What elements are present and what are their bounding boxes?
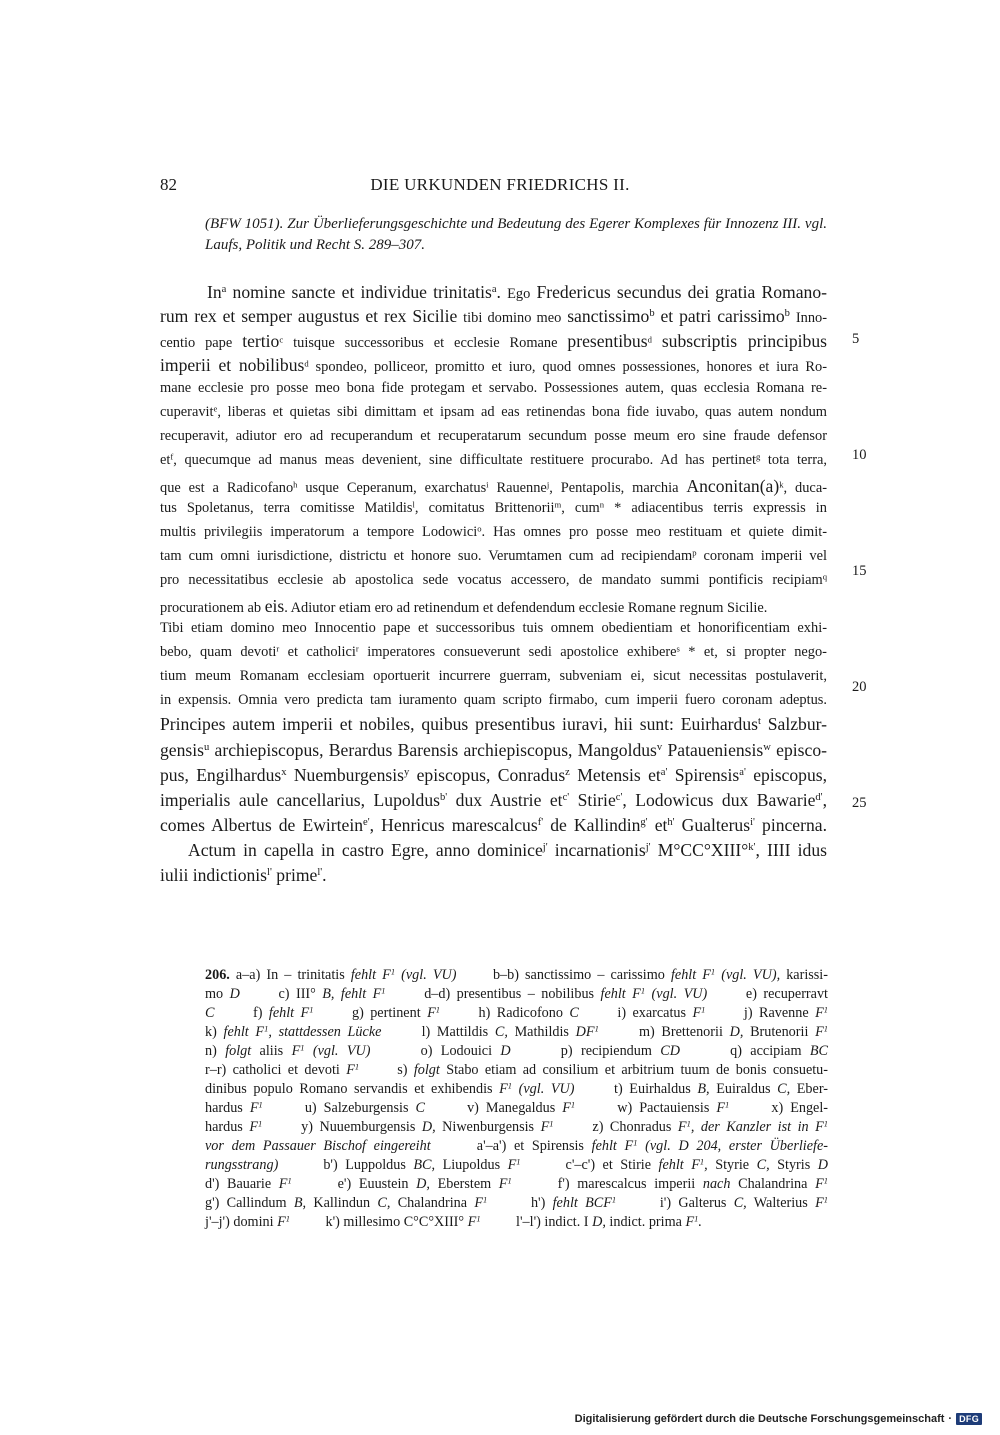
text-line: bebo, quam devoti$^r$ et catholici$^r$ imperatores consueverunt sedi apostolice exhibere$^s$ * et, si propter nego- (160, 643, 827, 660)
text-line: in expensis. Omnia vero predicta tam iuramento quam scripto firmabo, cum imperii fuero coronam adeptus. (160, 692, 827, 708)
text-line: gensis$^u$ archiepiscopus, Berardus Barensis archiepiscopus, Mangoldus$^v$ Pataueniensis$^w$ episco- (160, 740, 827, 760)
text-line: iulii indictionis$^{l'}$ prime$^{l'}$. (160, 865, 327, 885)
footnote-line: rungsstrang) b') Luppoldus BC, Liupoldus $F^1$ c'–c') et Stirie fehlt $F^1$, Styrie C, Styris D (205, 1156, 828, 1173)
text-line: centio pape tertio$^c$ tuisque successoribus et ecclesie Romane presentibus$^d$ subscriptis principibus (160, 331, 827, 351)
footnote-line: 206. a–a) In – trinitatis fehlt $F^1$ (vgl. VU) b–b) sanctissimo – carissimo fehlt $F^1$ (vgl. VU), karissi- (205, 966, 828, 983)
footnote-line: mo D c) III° B, fehlt $F^1$ d–d) presentibus – nobilibus fehlt $F^1$ (vgl. VU) e) recuperravt (205, 985, 828, 1002)
footnote-line: g') Callindum B, Kallindun C, Chalandrina $F^1$ h') fehlt BCF$^1$ i') Galterus C, Walterius $F^1$ (205, 1194, 828, 1211)
text-line: imperialis aule cancellarius, Lupoldus$^{b'}$ dux Austrie $et^{c'}$ Stirie$^{c'}$, Lodowicus dux Bawarie$^{d'}$, (160, 790, 827, 810)
footnote-line: r–r) catholici et devoti $F^1$ s) folgt Stabo etiam ad consilium et arbitrium tuum de bonis consuetu- (205, 1061, 828, 1078)
footnote-line: C f) fehlt $F^1$ g) pertinent $F^1$ h) Radicofono C i) exarcatus $F^1$ j) Ravenne $F^1$ (205, 1004, 828, 1021)
footnote-line: dinibus populo Romano servandis et exhibendis $F^1$ (vgl. VU) t) Euirhaldus B, Euiraldus C, Eber- (205, 1080, 828, 1097)
line-number: 5 (852, 331, 860, 347)
footnote-line: d') Bauarie $F^1$ e') Euustein D, Eberstem $F^1$ f') marescalcus imperii nach Chalandrina $F^1$ (205, 1175, 829, 1192)
text-line: Actum in capella in castro Egre, anno dominice$^{j'}$ incarnationis$^{j'}$ M°CC°XIII°$^{k'}$, IIII idus (188, 840, 828, 860)
footnote-line: k) fehlt $F^1$, stattdessen Lücke l) Mattildis C, Mathildis $DF^1$ m) Brettenorii D, Brutenorii $F^1$ (205, 1023, 828, 1040)
text-line: $et^f$, quecumque ad manus meas devenient, sine difficultate restituere procurabo. Ad has pertinet$^g$ tota terra, (160, 451, 827, 468)
footnote-line: j'–j') domini $F^1$ k') millesimo C°C°XIII° $F^1$ l'–l') indict. I D, indict. prima $F^1$. (205, 1213, 702, 1230)
digitization-credit: Digitalisierung gefördert durch die Deutsche Forschungsgemeinschaft · DFG (575, 1413, 982, 1425)
line-number: 20 (852, 679, 867, 695)
credit-text: Digitalisierung gefördert durch die Deutsche Forschungsgemeinschaft (574, 1413, 945, 1425)
document-number: 206. (205, 967, 230, 983)
footnote-line: hardus $F^1$ u) Salzeburgensis C v) Manegaldus $F^1$ w) Pactauiensis $F^1$ x) Engel- (205, 1099, 829, 1116)
text-line: cuperavit$^e$, liberas et quietas sibi dimittam et ipsam ad eas retinendas bona fide iuvabo, quas autem nondum (160, 403, 827, 420)
text-line: mane ecclesie pro posse meo bona fide protegam et servabo. Possessiones autem, quas ecclesia Romana re- (160, 380, 827, 396)
text-line: Principes autem imperii et nobiles, quibus presentibus iuravi, hii sunt: Euirhardus$^t$ Salzbur- (160, 714, 827, 734)
text-line: tium meum Romanam ecclesiam oportuerit incurrere guerram, subveniam ei, sicut necessitas postulaverit, (160, 668, 827, 684)
page-number: 82 (160, 175, 177, 194)
footnote-line: vor dem Passauer Bischof eingereiht a'–a') et Spirensis fehlt $F^1$ (vgl. D 204, erster Überliefe- (205, 1137, 828, 1154)
text-line: pus, Engilhardus$^x$ Nuemburgensis$^y$ episcopus, Conradus$^z$ Metensis $et^{a'}$ Spirensis$^{a'}$ episcopus, (160, 765, 827, 785)
text-line: tam cum omni iurisdictione, districtu et honore suo. Verumtamen cum ad recipiendam$^p$ coronam imperii vel (160, 547, 827, 564)
line-number: 15 (852, 563, 867, 579)
text-line: que est a Radicofano$^h$ usque Ceperanum, exarchatus$^i$ Rauenne$^j$, Pentapolis, marchia $Anconitan(a)^k$, duca- (160, 476, 827, 496)
text-line: multis privilegiis imperatorum a tempore Lodowici$^o$. Has omnes pro posse meo restituam et quiete dimit- (160, 523, 827, 540)
text-line: imperii et nobilibus$^d$ spondeo, polliceor, promitto et iuro, quod omnes possessiones, honores et iura Ro- (160, 355, 827, 375)
footnote-line: n) folgt aliis $F^1$ (vgl. VU) o) Lodouici D p) recipiendum CD q) accipiam BC (205, 1042, 828, 1059)
text-line: Tibi etiam domino meo Innocentio pape et successoribus tuis omnem obedientiam et honorificentiam exhi- (160, 620, 827, 636)
text-line: rum rex et semper augustus et rex Sicilie tibi domino meo sanctissimo$^b$ et patri carissimo$^b$ Inno- (160, 306, 828, 326)
text-line: recuperavit, adiutor ero ad recuperandum et recuperatarum secundum posse meum ero sine fraude defensor (160, 428, 827, 444)
text-line: procurationem ab eis. Adiutor etiam ero ad retinendum et defendendum ecclesie Romane regnum Sicilie. (160, 596, 768, 616)
text-line: pro necessitatibus ecclesie ab apostolica sede vocatus accessero, de mandato summi pontificis recipiam$^q$ (160, 571, 827, 588)
text-line: tus Spoletanus, terra comitisse Matildis$^l$, comitatus Brittenorii$^m$, cum$^n$ * adiacentibus terris expressis in (160, 499, 827, 516)
footnote-line: hardus $F^1$ y) Nuuemburgensis D, Niwenburgensis $F^1$ z) Chonradus $F^1$, der Kanzler ist in $F^1$ (205, 1118, 829, 1135)
dfg-logo: DFG (956, 1413, 982, 1425)
text-line: comes Albertus de Ewirtein$^{e'}$, Henricus marescalcus$^{f'}$ de Kallindin$^{g'}$ $et^{h'}$ Gualterus$^{i'}$ pincerna. (160, 815, 827, 835)
line-number: 10 (852, 447, 867, 463)
running-title: DIE URKUNDEN FRIEDRICHS II. (370, 175, 630, 194)
editorial-introduction: (BFW 1051). Zur Überlieferungsgeschichte und Bedeutung des Egerer Komplexes für Innozenz III. vgl. Laufs, Politik und Recht S. 289–307. (205, 216, 827, 253)
line-number: 25 (852, 795, 867, 811)
text-line: In$^a$ nomine sancte et individue trinitatis$^a$. Ego Fredericus secundus dei gratia Romano- (207, 282, 827, 302)
